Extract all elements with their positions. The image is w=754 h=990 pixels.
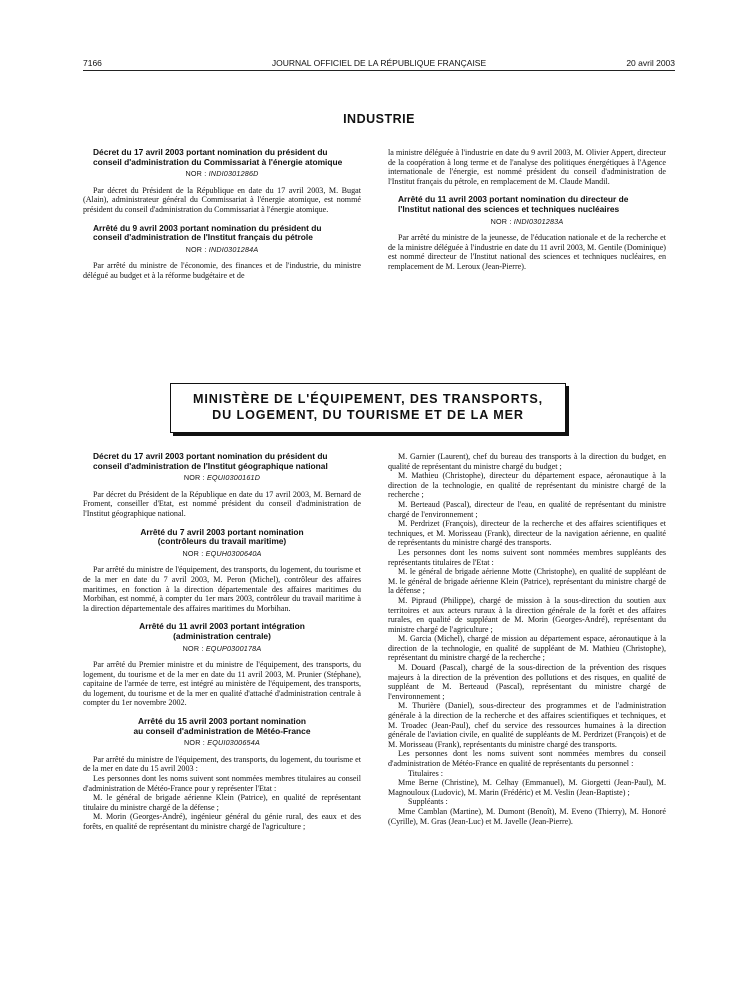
ministry-line-1: MINISTÈRE DE L'ÉQUIPEMENT, DES TRANSPORTS, (192, 392, 544, 406)
decree-text: M. le général de brigade aérienne Klein (Patrice), en qualité de représentant titulaire du ministre chargé de la défense ; (83, 793, 361, 812)
decree-title: Arrêté du 11 avril 2003 portant intégration (administration centrale) (139, 621, 305, 641)
industrie-right-column (388, 148, 666, 272)
decree-title: Décret du 17 avril 2003 portant nomination du président du conseil d'administration de l'Institut géographique national (93, 451, 328, 471)
decree-text: Par décret du Président de la République en date du 17 avril 2003, M. Bugat (Alain), administrateur général du Commissariat à l'énergie atomique, est nommé président du conseil d'administration du Commissariat à l'énergie atomique. (83, 185, 361, 214)
decree-text: M. Douard (Pascal), chargé de la sous-direction de la prévention des risques majeurs à la direction de la prévention des pollutions et des risques, en qualité de suppléant de M. Berteaud (Pascal), représentant du ministre chargé de l'environnement ; (388, 663, 666, 701)
decree-title: Arrêté du 7 avril 2003 portant nomination (contrôleurs du travail maritime) (140, 526, 304, 547)
nor-reference: NOR : INDI0301283A (490, 216, 564, 226)
decree-text: M. Pipraud (Philippe), chargé de mission à la sous-direction du soutien aux territoires et aux acteurs ruraux à la direction générale de la forêt et des affaires rurales, en qualité de suppléant de M. Morin (Georges-André), représentant du ministre chargé de l'agriculture ; (388, 595, 666, 634)
decree-title: Arrêté du 15 avril 2003 portant nomination au conseil d'administration de Météo-France (133, 716, 311, 736)
decree-text: Par arrêté du ministre de l'équipement, des transports, du logement, du tourisme et de la mer en date du 7 avril 2003, M. Peron (Michel), contrôleur des affaires maritimes, en fonction à la direction départementale des affaires maritimes du Morbihan, est nommé, à compter du 1er mars 2003, contrôleur du travail maritime à la direction départementale des affaires maritimes du Morbihan. (83, 565, 361, 613)
nor-reference: NOR : EQUI0300161D (183, 473, 261, 483)
decree-text: Par arrêté du ministre de l'équipement, des transports, du logement, du tourisme et de la mer en date du 15 avril 2003 : (83, 754, 361, 774)
decree-text: Par arrêté du ministre de la jeunesse, de l'éducation nationale et de la recherche et de la ministre déléguée à l'industrie en date du 11 avril 2003, M. Gentile (Dominique) est nommé directeur de l'Institut national des sciences et techniques nucléaires, en remplacement de M. Leroux (Jean-Pierre). (388, 233, 666, 271)
nor-reference: NOR : INDI0301284A (185, 244, 259, 254)
page-number: 7166 (83, 58, 102, 68)
decree-title: Arrêté du 9 avril 2003 portant nomination du président du conseil d'administration de l'Institut français du pétrole (93, 222, 322, 243)
nor-reference: NOR : EQUH0300640A (182, 548, 262, 558)
decree-text: Par décret du Président de la République en date du 17 avril 2003, M. Bernard de Froment, conseiller d'Etat, est nommé président du conseil d'administration de l'Institut géographique national. (83, 489, 361, 518)
nor-reference: NOR : INDI0301286D (185, 169, 259, 179)
decree-text: Les personnes dont les noms suivent sont nommées membres suppléants des représentants titulaires de l'Etat : (388, 547, 666, 567)
header-rule (83, 70, 675, 71)
nor-reference: NOR : EQUP0300178A (182, 643, 262, 653)
suppleants-label: Suppléants : (408, 797, 448, 807)
decree-text: M. Thurière (Daniel), sous-directeur des programmes et de l'administration générale à la direction de la recherche et des affaires scientifiques et techniques, et M. Troadec (Jean-Paul), chef du service des ressources humaines à la direction générale de l'aviation civile, en qualité de suppléants de M. Perdrizet (François) et de M. Morisseau (Frank), représentants du ministre chargé des transports. (388, 701, 666, 749)
decree-text: Par arrêté du Premier ministre et du ministre de l'équipement, des transports, du logement, du tourisme et de la mer en date du 11 avril 2003, M. Prunier (Stéphane), capitaine de l'armée de terre, est intégré au ministère de l'équipement, des transports, du logement, du tourisme et de la mer en qualité d'attaché d'administration centrale à compter du 1er novembre 2002. (83, 660, 361, 708)
ministry-heading-box (170, 383, 566, 433)
decree-text: Les personnes dont les noms suivent sont nommées membres titulaires au conseil d'administration de Météo-France pour y représenter l'Etat : (83, 774, 361, 793)
decree-text: Les personnes dont les noms suivent sont nommées membres du conseil d'administration de Météo-France en qualité de représentants du personnel : (388, 749, 666, 768)
decree-title: Décret du 17 avril 2003 portant nomination du président du conseil d'administration du Commissariat à l'énergie atomique (93, 147, 343, 167)
ministry-line-2: DU LOGEMENT, DU TOURISME ET DE LA MER (212, 408, 524, 422)
issue-date: 20 avril 2003 (626, 58, 675, 68)
decree-text: M. Garcia (Michel), chargé de mission au département espace, aéronautique à la direction de la technologie, en qualité de suppléant de M. Mathieu (Christophe), représentant du ministre chargé de la recherche ; (388, 634, 666, 663)
decree-text: M. Perdrizet (François), directeur de la recherche et des affaires scientifiques et techniques, et M. Morisseau (Frank), directeur de la navigation aérienne, en qualité de représentants du ministre chargé des transports. (388, 519, 666, 548)
equipement-right-column (388, 452, 666, 826)
section-title: INDUSTRIE (343, 112, 415, 126)
industrie-left-column (83, 148, 361, 281)
equipement-left-column (83, 452, 361, 832)
titulaires-list: Mme Berne (Christine), M. Celhay (Emmanuel), M. Giorgetti (Jean-Paul), M. Magnouloux (Ludovic), M. Marin (Frédéric) et M. Veslin (Jean-Baptiste) ; (388, 778, 666, 797)
decree-text: M. Berteaud (Pascal), directeur de l'eau, en qualité de représentant du ministre chargé de l'environnement ; (388, 499, 666, 519)
suppleants-list: Mme Camblan (Martine), M. Dumont (Benoît), M. Eveno (Thierry), M. Honoré (Cyrille), M. Gras (Jean-Luc) et M. Javelle (Jean-Pierre). (388, 806, 666, 826)
decree-text: M. Morin (Georges-André), ingénieur général du génie rural, des eaux et des forêts, en qualité de représentant du ministre chargé de l'agriculture ; (83, 812, 361, 831)
titulaires-label: Titulaires : (408, 768, 444, 778)
decree-text: M. le général de brigade aérienne Motte (Christophe), en qualité de suppléant de M. le général de brigade aérienne Klein (Patrice), représentant du ministre chargé de la défense ; (388, 567, 666, 596)
journal-title: JOURNAL OFFICIEL DE LA RÉPUBLIQUE FRANÇAISE (271, 58, 487, 68)
decree-title: Arrêté du 11 avril 2003 portant nomination du directeur de l'Institut national des sciences et techniques nucléaires (398, 194, 629, 214)
nor-reference: NOR : EQUI0300654A (184, 738, 260, 748)
decree-text: M. Mathieu (Christophe), directeur du département espace, aéronautique à la direction de la technologie, en qualité de représentant du ministre chargé de la recherche ; (388, 471, 666, 500)
decree-text: M. Garnier (Laurent), chef du bureau des transports à la direction du budget, en qualité de représentant du ministre chargé du budget ; (388, 452, 666, 471)
decree-text: Par arrêté du ministre de l'économie, des finances et de l'industrie, du ministre délégué au budget et à la réforme budgétaire et de (83, 261, 361, 280)
decree-text: la ministre déléguée à l'industrie en date du 9 avril 2003, M. Olivier Appert, directeur de la coopération à long terme et de l'analyse des politiques énergétiques à l'Agence internationale de l'énergie, est nommé président du conseil d'administration de l'Institut français du pétrole, en remplacement de M. Claude Mandil. (388, 148, 666, 186)
